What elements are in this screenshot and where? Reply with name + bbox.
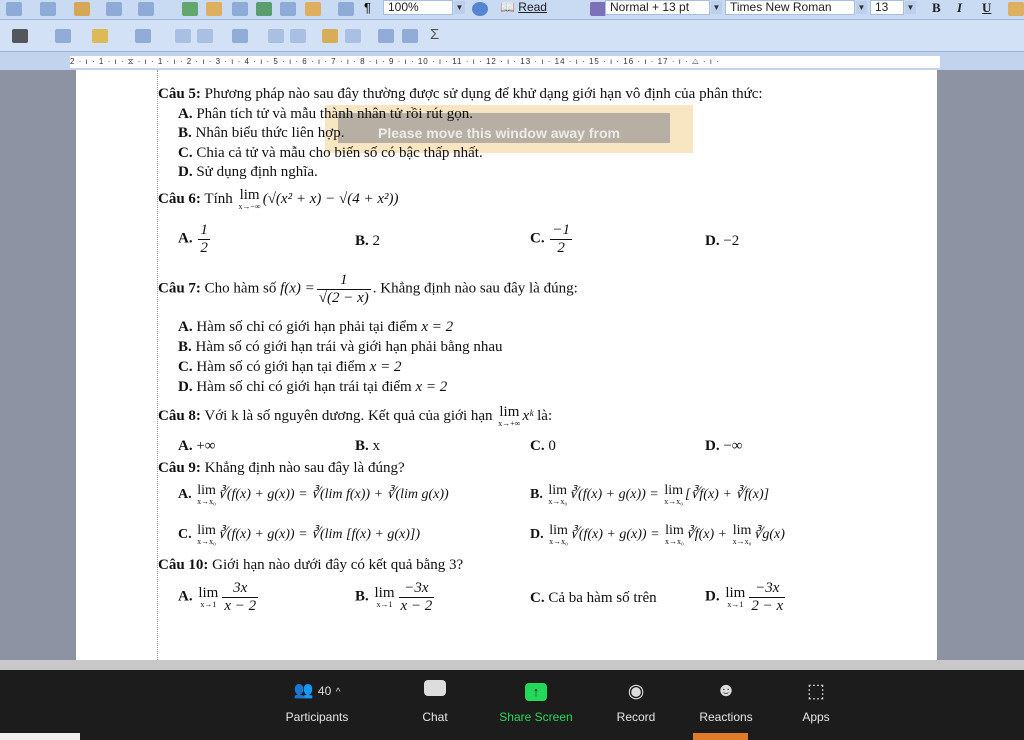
distribute-columns-icon[interactable] (290, 29, 306, 43)
print-preview-icon[interactable] (40, 2, 56, 16)
insert-table-icon[interactable] (135, 29, 151, 43)
q8-option-c: C. 0 (530, 438, 556, 454)
align-cell-icon[interactable] (232, 29, 248, 43)
q8-option-a: A. +∞ (178, 438, 216, 454)
q7-option-b: B. Hàm số có giới hạn trái và giới hạn phải bằng nhau (178, 339, 503, 355)
hyperlink-icon[interactable] (182, 2, 198, 16)
q10-option-d: D. lim x→1 $\frac{-3x}{2 - x}$ (705, 580, 784, 614)
q6-option-a: A. $\frac{1}{2}$ (178, 222, 208, 256)
shading-icon[interactable] (92, 29, 108, 43)
q5-option-c: C. Chia cả tử và mẫu cho biến số có bậc thấp nhất. (178, 145, 483, 161)
question-10: Câu 10: Giới hạn nào dưới đây có kết quả bằng 3? (158, 557, 464, 573)
standard-toolbar (0, 0, 1024, 20)
autoformat-icon[interactable] (322, 29, 338, 43)
border-icon[interactable] (55, 29, 71, 43)
chat-button[interactable]: Chat (405, 670, 465, 740)
zoom-meeting-toolbar (0, 670, 1024, 740)
help-icon[interactable] (472, 2, 488, 16)
drawing-icon[interactable] (305, 2, 321, 16)
zoom-select[interactable]: 100% (383, 0, 453, 15)
q8-option-d: D. −∞ (705, 438, 743, 454)
q9-option-d: D. lim x→x₀ ∛(f(x) + g(x)) = lim x→x₀ ∛f(x) + lim x→x₀ ∛g(x) (530, 523, 785, 546)
show-hide-button[interactable]: ¶ (364, 0, 371, 15)
text-direction-icon[interactable] (345, 29, 361, 43)
q7-option-d: D. Hàm số chỉ có giới hạn trái tại điểm x = 2 (178, 379, 448, 395)
q9-option-b: B. lim x→x₀ ∛(f(x) + g(x)) = lim x→x₀ [∛f(x) + ∛f(x)] (530, 483, 770, 506)
share-screen-button[interactable]: ↑ Share Screen (490, 670, 582, 740)
q5-option-a: A. Phân tích tử và mẫu thành nhân tử rồi rút gọn. (178, 106, 473, 122)
q5-option-b: B. Nhân biểu thức liên hợp. (178, 125, 345, 141)
participants-button[interactable]: 👥 40 ^ Participants (285, 682, 349, 724)
tables-borders-toolbar (0, 20, 1024, 52)
share-screen-icon: ↑ (525, 680, 547, 702)
styles-icon[interactable] (590, 2, 606, 16)
record-button[interactable]: ◉ Record (616, 681, 656, 724)
font-size-dropdown[interactable]: ▼ (906, 3, 915, 12)
horizontal-scrollbar[interactable] (0, 660, 1024, 670)
sort-ascending-icon[interactable] (378, 29, 394, 43)
spelling-icon[interactable] (74, 2, 90, 16)
q10-option-b: B. lim x→1 $\frac{-3x}{x - 2}$ (355, 580, 433, 614)
q6-option-b: B. 2 (355, 233, 381, 249)
italic-button[interactable]: I (957, 0, 963, 15)
chat-icon (424, 680, 446, 702)
reactions-button[interactable]: ☻ Reactions (699, 680, 753, 724)
insert-table-icon[interactable] (232, 2, 248, 16)
apps-icon: ⬚ (807, 681, 825, 702)
border-color-icon[interactable] (12, 29, 28, 43)
q7-option-a: A. Hàm số chỉ có giới hạn phải tại điểm x = 2 (178, 319, 454, 335)
merge-cells-icon[interactable] (175, 29, 191, 43)
undo-icon[interactable] (106, 2, 122, 16)
font-select[interactable]: Times New Roman (725, 0, 855, 15)
participants-icon: 👥 40 ^ (293, 682, 341, 699)
screen-share-warning-text: Please move this window away from (338, 113, 670, 143)
font-dropdown[interactable]: ▼ (857, 3, 866, 12)
q6-option-d: D. −2 (705, 233, 740, 249)
q5-option-d: D. Sử dụng định nghĩa. (178, 164, 318, 180)
columns-icon[interactable] (280, 2, 296, 16)
document-map-icon[interactable] (338, 2, 354, 16)
q8-option-b: B. x (355, 438, 381, 454)
style-dropdown[interactable]: ▼ (712, 3, 721, 12)
record-icon: ◉ (627, 681, 645, 702)
zoom-dropdown[interactable]: ▼ (455, 3, 464, 12)
q10-option-a: A. lim x→1 $\frac{3x}{x - 2}$ (178, 580, 257, 614)
taskbar-fragment (0, 733, 80, 740)
horizontal-ruler[interactable]: 2 · ı · 1 · ı · ⧖ · ı · 1 · ı · 2 · ı · 3 · ı · 4 · ı · 5 · ı · 6 · ı · 7 · ı · 8 · ı · 9 · ı · 10 · ı · 11 · ı · 12 · ı · 13 · ı · 14 · ı · 15 · ı · 16 · ı · 17 · ı · △ · ı · (70, 56, 940, 68)
print-icon[interactable] (6, 2, 22, 16)
question-8: Câu 8: Với k là số nguyên dương. Kết quả của giới hạn lim x→+∞ xᵏ là: (158, 404, 553, 428)
q6-option-c: C. $\frac{-1}{2}$ (530, 222, 570, 256)
taskbar-highlight (693, 733, 748, 740)
q10-option-c: C. Cả ba hàm số trên (530, 590, 657, 606)
redo-icon[interactable] (138, 2, 154, 16)
autosum-button[interactable]: Σ (430, 26, 440, 43)
question-9: Câu 9: Khẳng định nào sau đây là đúng? (158, 460, 405, 476)
split-cells-icon[interactable] (197, 29, 213, 43)
question-7: Câu 7: Cho hàm số f(x) = $\frac{1}{√(2 - x)}$ . Khẳng định nào sau đây là đúng: (158, 272, 578, 306)
q9-option-c: C. lim x→x₀ ∛(f(x) + g(x)) = ∛(lim [f(x) + g(x)]) (178, 523, 420, 546)
question-6: Câu 6: Tính lim x→−∞ (√(x² + x) − √(4 + x²)) (158, 187, 399, 211)
align-icon[interactable] (1008, 2, 1024, 16)
sort-descending-icon[interactable] (402, 29, 418, 43)
read-button[interactable]: 📖 Read (500, 0, 547, 14)
question-5: Câu 5: Phương pháp nào sau đây thường được sử dụng để khử dạng giới hạn vô định của phân thức: (158, 86, 763, 102)
bold-button[interactable]: B (932, 0, 941, 15)
tables-borders-icon[interactable] (206, 2, 222, 16)
distribute-rows-icon[interactable] (268, 29, 284, 43)
reactions-icon: ☻ (716, 680, 736, 701)
apps-button[interactable]: ⬚ Apps (802, 681, 830, 724)
q7-option-c: C. Hàm số có giới hạn tại điểm x = 2 (178, 359, 402, 375)
q9-option-a: A. lim x→x₀ ∛(f(x) + g(x)) = ∛(lim f(x)) + ∛(lim g(x)) (178, 483, 449, 506)
insert-excel-icon[interactable] (256, 2, 272, 16)
style-select[interactable]: Normal + 13 pt (605, 0, 710, 15)
underline-button[interactable]: U (982, 0, 992, 15)
font-size-select[interactable]: 13 (870, 0, 904, 15)
